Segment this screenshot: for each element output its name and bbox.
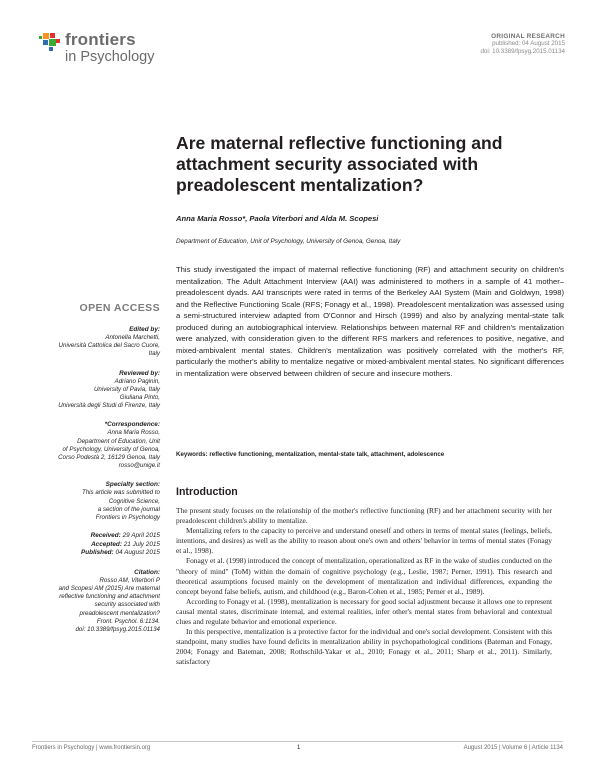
- edited-by-line: Italy: [148, 350, 160, 358]
- paragraph: Fonagy et al. (1998) introduced the concept of mentalization, operationalized as RF in the wake of studies conducted on the "theory of mind" (ToM) within the domain of cognitive psychology (e.g., Leslie, 1987; Perner, 1991). This research and theoretical assumptions focused mainly on the development of mentalization and individual differences, expanding the concept beyond false beliefs, autism, and childhood (e.g., Baron-Cohen et al., 1985; Perner et al., 1989).: [176, 556, 552, 596]
- correspondence-line: Corso Podestà 2, 16129 Genoa, Italy: [58, 454, 160, 462]
- citation-line: Front. Psychol. 6:1134.: [96, 617, 160, 625]
- keywords-label: Keywords:: [176, 451, 208, 458]
- reviewer-line: Adriano Paginin,: [114, 377, 160, 385]
- brand-name: frontiers: [65, 30, 136, 49]
- edited-by-line: Università Cattolica del Sacro Cuore,: [58, 342, 160, 350]
- citation-heading: Citation:: [134, 568, 160, 576]
- citation-line: security associated with: [94, 601, 160, 609]
- doi: doi: 10.3389/fpsyg.2015.01134: [480, 48, 565, 55]
- article-dates: [20, 532, 160, 558]
- authors: Anna Maria Rosso*, Paola Viterbori and Alda M. Scopesi: [176, 214, 379, 223]
- reviewer-line: University of Pavia, Italy: [93, 385, 160, 393]
- accepted-date: Accepted: 21 July 2015: [91, 540, 160, 548]
- specialty-line: Cognitive Science,: [108, 497, 160, 505]
- paragraph: In this perspective, mentalization is a protective factor for the individual and one's social development. Consistent with this standpoint, many studies have found deficits in mentalization ability in psychopathological conditions (Bateman and Fonagy, 2004; Fonagy and Bateman, 2008; Rothschild-Yakar et al., 2010; Fonagy et al., 2011; Sharp et al., 2011). Similarly, satisfactory: [176, 627, 552, 667]
- reviewer-line: Giuliana Pinto,: [119, 394, 160, 402]
- correspondence-line: Department of Education, Unit: [77, 437, 160, 445]
- introduction-heading: Introduction: [176, 486, 238, 498]
- article-sidebar: [20, 302, 160, 634]
- abstract: This study investigated the impact of maternal reflective functioning (RF) and attachment security on children's mentalization. The Adult Attachment Interview (AAI) was administered to mothers in a sample of 41 mother–preadolescent dyads. AAI transcripts were rated in terms of the Berkeley AAI System (Main and Goldwyn, 1998) and the Reflective Functioning Scale (RFS; Fonagy et al., 1998). Preadolescent mentalization was assessed using a semi-structured interview adapted from O'Connor and Hirsch (1999) and also by analyzing mental-state talk produced during an autobiographical interview. Relationships between maternal RF and children's mentalization were analyzed, with consideration given to the different RFS markers and references to positive, negative, and mixed-ambivalent mental states. Children's mentalization was positively correlated with the mother's RF, particularly the mother's ability to mentalize negative or mixed-ambivalent mental states. No significant differences in mentalization were observed between children of secure and insecure mothers.: [176, 265, 564, 378]
- citation-line: Rosso AM, Viterbori P: [99, 576, 160, 584]
- specialty-line: a section of the journal: [97, 505, 160, 513]
- reviewed-by-heading: Reviewed by:: [119, 369, 160, 377]
- frontiers-logo-icon: [38, 28, 64, 54]
- keywords-value: reflective functioning, mentalization, mental-state talk, attachment, adolescence: [209, 451, 445, 458]
- published-date-sidebar: Published: 04 August 2015: [81, 549, 160, 557]
- article-title: Are maternal reflective functioning and attachment security associated with preadolescent mentalization?: [176, 133, 503, 195]
- brand-journal: in Psychology: [65, 49, 155, 65]
- keywords: [176, 451, 566, 458]
- received-date: Received: 29 April 2015: [90, 532, 160, 540]
- specialty-heading: Specialty section:: [105, 481, 160, 489]
- journal-logo: [38, 28, 188, 68]
- footer-journal-link[interactable]: Frontiers in Psychology | www.frontiersin.org: [32, 745, 151, 751]
- edited-by-line: Antonella Marchetti,: [105, 334, 160, 341]
- citation-line: and Scopesi AM (2015) Are maternal: [58, 584, 160, 592]
- correspondence-line: of Psychology, University of Genoa,: [62, 445, 160, 453]
- affiliation: Department of Education, Unit of Psychology, University of Genoa, Genoa, Italy: [176, 238, 401, 245]
- citation-line: preadolescent mentalization?: [79, 609, 160, 617]
- specialty-line: This article was submitted to: [81, 489, 160, 497]
- paragraph: The present study focuses on the relationship of the mother's reflective functioning (RF) and her attachment security with her preadolescent children's ability to mentalize.: [176, 506, 552, 526]
- article-header: [480, 33, 565, 56]
- specialty-line: Frontiers in Psychology: [95, 514, 160, 522]
- edited-by-heading: Edited by:: [129, 326, 160, 333]
- page-number: 1: [297, 745, 301, 751]
- paragraph: According to Fonagy et al. (1998), mentalization is necessary for good social adjustment because it allows one to represent causal mental states, discriminate internal, and external realities, infer other's mental states from behavioral and contextual clues and regulate behavior and emotional experience.: [176, 596, 552, 627]
- citation-doi[interactable]: doi: 10.3389/fpsyg.2015.01134: [75, 625, 160, 633]
- correspondence-line: Anna Maria Rosso,: [107, 429, 160, 437]
- article-type: ORIGINAL RESEARCH: [491, 33, 565, 40]
- introduction-body: [176, 506, 552, 668]
- correspondence-heading: *Correspondence:: [104, 421, 160, 429]
- published-date: published: 04 August 2015: [492, 40, 565, 47]
- citation-line: reflective functioning and attachment: [59, 593, 160, 601]
- open-access-label: OPEN ACCESS: [79, 302, 160, 314]
- correspondence-email[interactable]: rosso@unige.it: [118, 462, 160, 470]
- paragraph: Mentalizing refers to the capacity to perceive and understand oneself and others in terms of mental states (feelings, beliefs, intentions, and desires) as well as the ability to reason about one's own and others' behavior in terms of mental states (Fonagy et al., 1998).: [176, 526, 552, 556]
- reviewer-line: Università degli Studi di Firenze, Italy: [58, 402, 160, 410]
- footer-issue: August 2015 | Volume 6 | Article 1134: [463, 745, 563, 751]
- page-footer: [32, 741, 563, 751]
